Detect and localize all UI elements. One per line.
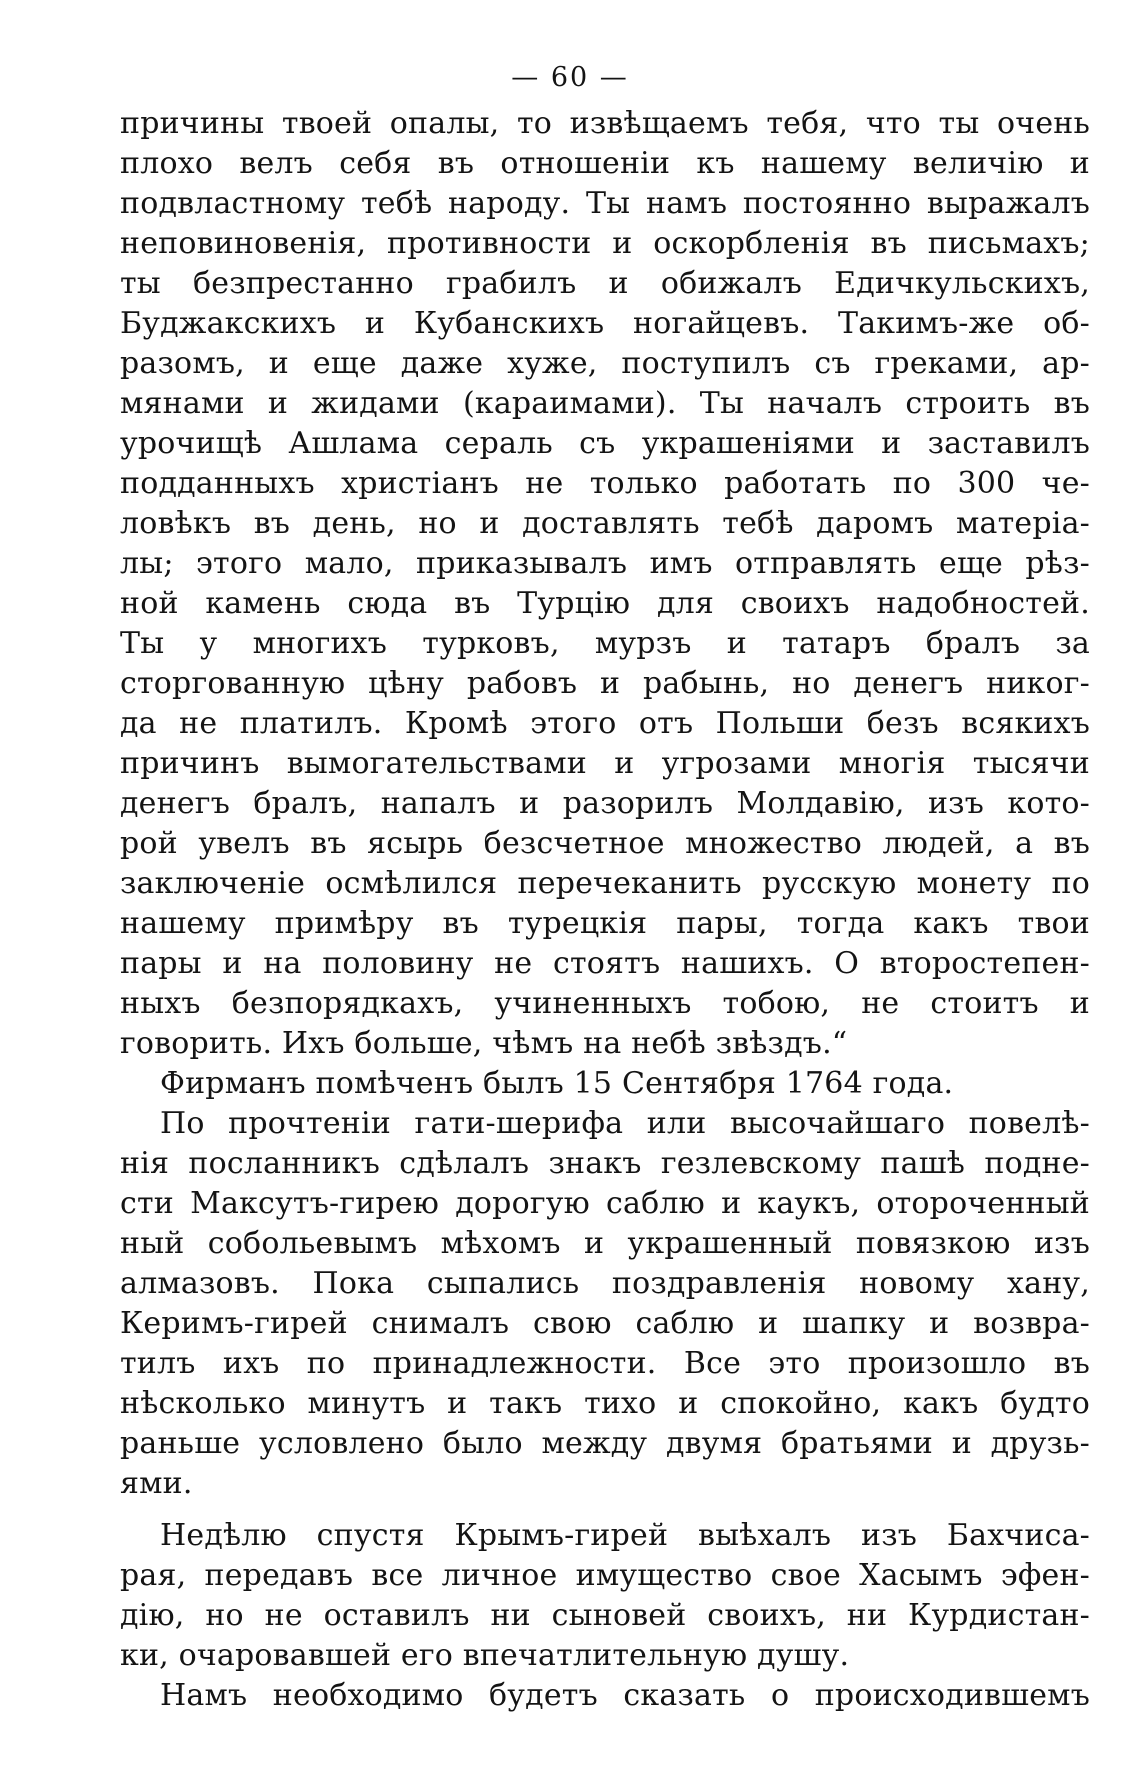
text-line: плохо велъ себя въ отношеніи къ нашему величію и [120,146,1090,181]
text-line: раньше условлено было между двумя братьями и друзь- [120,1426,1090,1461]
text-line: да не платилъ. Кромѣ этого отъ Польши безъ всякихъ [120,706,1090,741]
text-line: ки, очаровавшей его впечатлительную душу. [120,1638,850,1673]
text-line: алмазовъ. Пока сыпались поздравленія новому хану, [120,1266,1090,1301]
text-line: Недѣлю спустя Крымъ-гирей выѣхалъ изъ Бахчиса- [160,1518,1090,1553]
body-text [120,104,1090,1716]
text-line: мянами и жидами (караимами). Ты началъ строить въ [120,386,1090,421]
text-line: неповиновенія, противности и оскорбленія въ письмахъ; [120,226,1090,261]
text-line: ной камень сюда въ Турцію для своихъ надобностей. [120,586,1090,621]
paragraph [120,104,1090,1064]
paragraph [120,1104,1090,1504]
text-line: разомъ, и еще даже хуже, поступилъ съ греками, ар- [120,346,1090,381]
paragraph-gap [120,1504,1090,1516]
text-line: дію, но не оставилъ ни сыновей своихъ, ни Курдистан- [120,1598,1090,1633]
text-line: нашему примѣру въ турецкія пары, тогда какъ твои [120,906,1090,941]
page-number: — 60 — [511,62,629,93]
text-line: Намъ необходимо будетъ сказать о происходившемъ [160,1678,1090,1713]
text-line: урочищѣ Ашлама сераль съ украшеніями и заставилъ [120,426,1090,461]
paragraph [120,1676,1090,1716]
text-line: причинъ вымогательствами и угрозами многія тысячи [120,746,1090,781]
text-line: подданныхъ христіанъ не только работать по 300 че- [120,466,1090,501]
text-line: ты безпрестанно грабилъ и обижалъ Едичкульскихъ, [120,266,1090,301]
text-line: пары и на половину не стоятъ нашихъ. О второстепен- [120,946,1090,981]
text-line: ныхъ безпорядкахъ, учиненныхъ тобою, не стоитъ и [120,986,1090,1021]
text-line: нія посланникъ сдѣлалъ знакъ гезлевскому пашѣ подне- [120,1146,1090,1181]
text-line: причины твоей опалы, то извѣщаемъ тебя, что ты очень [120,106,1090,141]
text-line: нѣсколько минутъ и такъ тихо и спокойно, какъ будто [120,1386,1090,1421]
text-line: сторгованную цѣну рабовъ и рабынь, но денегъ никог- [120,666,1090,701]
text-line: говорить. Ихъ больше, чѣмъ на небѣ звѣздъ.“ [120,1026,848,1061]
text-line: ями. [120,1466,193,1501]
text-line: По прочтеніи гати-шерифа или высочайшаго повелѣ- [160,1106,1090,1141]
text-line: тилъ ихъ по принадлежности. Все это произошло въ [120,1346,1090,1381]
text-line: Фирманъ помѣченъ былъ 15 Сентября 1764 года. [160,1066,954,1101]
text-line: рая, передавъ все личное имущество свое Хасымъ эфен- [120,1558,1090,1593]
text-line: сти Максутъ-гирею дорогую саблю и каукъ, отороченный [120,1186,1090,1221]
paragraph [120,1516,1090,1676]
text-line: ный собольевымъ мѣхомъ и украшенный повязкою изъ [120,1226,1090,1261]
text-line: ловѣкъ въ день, но и доставлять тебѣ даромъ матеріа- [120,506,1090,541]
text-line: Керимъ-гирей снималъ свою саблю и шапку и возвра- [120,1306,1090,1341]
text-line: денегъ бралъ, напалъ и разорилъ Молдавію, изъ кото- [120,786,1090,821]
text-line: Буджакскихъ и Кубанскихъ ногайцевъ. Такимъ-же об- [120,306,1090,341]
text-line: подвластному тебѣ народу. Ты намъ постоянно выражалъ [120,186,1090,221]
text-line: Ты у многихъ турковъ, мурзъ и татаръ бралъ за [120,626,1090,661]
paragraph [120,1064,1090,1104]
text-line: рой увелъ въ ясырь безсчетное множество людей, а въ [120,826,1090,861]
text-line: заключеніе осмѣлился перечеканить русскую монету по [120,866,1090,901]
text-line: лы; этого мало, приказывалъ имъ отправлять еще рѣз- [120,546,1090,581]
